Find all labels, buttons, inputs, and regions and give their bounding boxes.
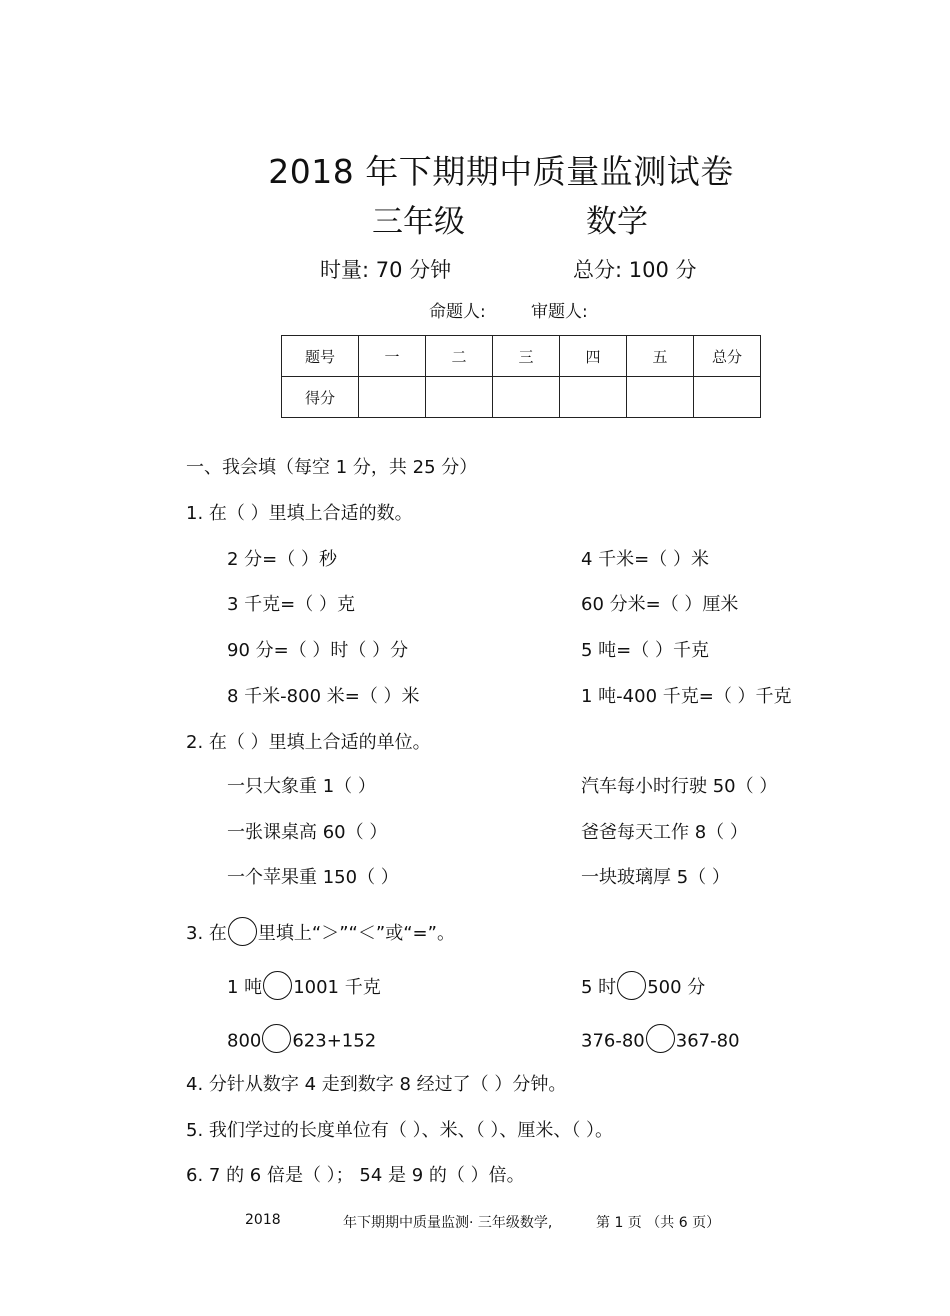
subject-label: 数学 [586, 204, 648, 240]
q3-left: 376-80 [581, 1030, 645, 1052]
q3-item [227, 973, 381, 1003]
q2-item: 一块玻璃厚 5（ ） [581, 867, 730, 888]
q3-left: 800 [227, 1030, 262, 1052]
score-cell[interactable] [560, 377, 627, 418]
q1-item: 1 吨-400 千克=（ ）千克 [581, 686, 792, 707]
q2-item: 爸爸每天工作 8（ ） [581, 822, 748, 843]
q3-item [581, 973, 705, 1003]
score-cell[interactable] [694, 377, 761, 418]
q2-item: 一个苹果重 150（ ） [227, 867, 399, 888]
setter-label: 命题人: [429, 302, 486, 322]
q1-item: 5 吨=（ ）千克 [581, 640, 709, 661]
reviewer-label: 审题人: [531, 302, 588, 322]
q1-item: 8 千米-800 米=（ ）米 [227, 686, 420, 707]
answer-circle[interactable] [646, 1024, 675, 1053]
score-table [281, 335, 761, 418]
question-5: 5. 我们学过的长度单位有（ ）、米、（ ）、厘米、（ ）。 [186, 1120, 614, 1141]
section-title: 一、我会填（每空 1 分，共 25 分） [186, 457, 478, 478]
footer-year: 2018 [245, 1212, 281, 1228]
score-table-header-cell: 四 [560, 336, 627, 377]
q3-left: 1 吨 [227, 977, 263, 998]
score-cell[interactable] [359, 377, 426, 418]
question-2-stem: 2. 在（ ）里填上合适的单位。 [186, 732, 431, 753]
compare-circle-icon [228, 917, 257, 946]
answer-circle[interactable] [262, 1024, 291, 1053]
q3-right: 1001 千克 [293, 977, 381, 998]
time-limit: 时量: 70 分钟 [320, 258, 452, 282]
q3-stem-suffix: 里填上“＞”“＜”或“=”。 [257, 923, 455, 944]
score-table-header-cell: 总分 [694, 336, 761, 377]
score-cell[interactable] [493, 377, 560, 418]
question-6: 6. 7 的 6 倍是（ ）； 54 是 9 的（ ）倍。 [186, 1165, 525, 1186]
q1-item: 4 千米=（ ）米 [581, 549, 709, 570]
q3-item [581, 1027, 740, 1056]
exam-title: 2018 年下期期中质量监测试卷 [268, 152, 734, 191]
q3-left: 5 时 [581, 977, 617, 998]
score-table-score-row [282, 377, 761, 418]
score-cell[interactable] [426, 377, 493, 418]
q3-stem-prefix: 3. 在 [186, 923, 227, 944]
total-score: 总分: 100 分 [573, 258, 697, 282]
score-table-header-cell: 五 [627, 336, 694, 377]
question-3-stem [186, 919, 455, 949]
q3-item [227, 1027, 376, 1056]
q3-right: 623+152 [292, 1030, 377, 1052]
score-row-label: 得分 [282, 377, 359, 418]
q2-item: 一只大象重 1（ ） [227, 776, 376, 797]
q2-item: 汽车每小时行驶 50（ ） [581, 776, 778, 797]
question-4: 4. 分针从数字 4 走到数字 8 经过了（ ）分钟。 [186, 1074, 567, 1095]
q1-item: 90 分=（ ）时（ ）分 [227, 640, 409, 661]
q3-right: 500 分 [647, 977, 706, 998]
score-table-header-cell: 题号 [282, 336, 359, 377]
q2-item: 一张课桌高 60（ ） [227, 822, 388, 843]
question-1-stem: 1. 在（ ）里填上合适的数。 [186, 503, 413, 524]
footer-page: 第 1 页 （共 6 页） [596, 1215, 721, 1231]
q1-item: 2 分=（ ）秒 [227, 549, 337, 570]
score-cell[interactable] [627, 377, 694, 418]
score-table-header-cell: 二 [426, 336, 493, 377]
footer-title: 年下期期中质量监测· 三年级数学, [343, 1215, 553, 1231]
score-table-header-row [282, 336, 761, 377]
q3-right: 367-80 [675, 1030, 740, 1052]
score-table-header-cell: 一 [359, 336, 426, 377]
grade-label: 三年级 [372, 204, 465, 240]
score-table-header-cell: 三 [493, 336, 560, 377]
q1-item: 60 分米=（ ）厘米 [581, 594, 739, 615]
answer-circle[interactable] [263, 971, 292, 1000]
q1-item: 3 千克=（ ）克 [227, 594, 355, 615]
answer-circle[interactable] [617, 971, 646, 1000]
